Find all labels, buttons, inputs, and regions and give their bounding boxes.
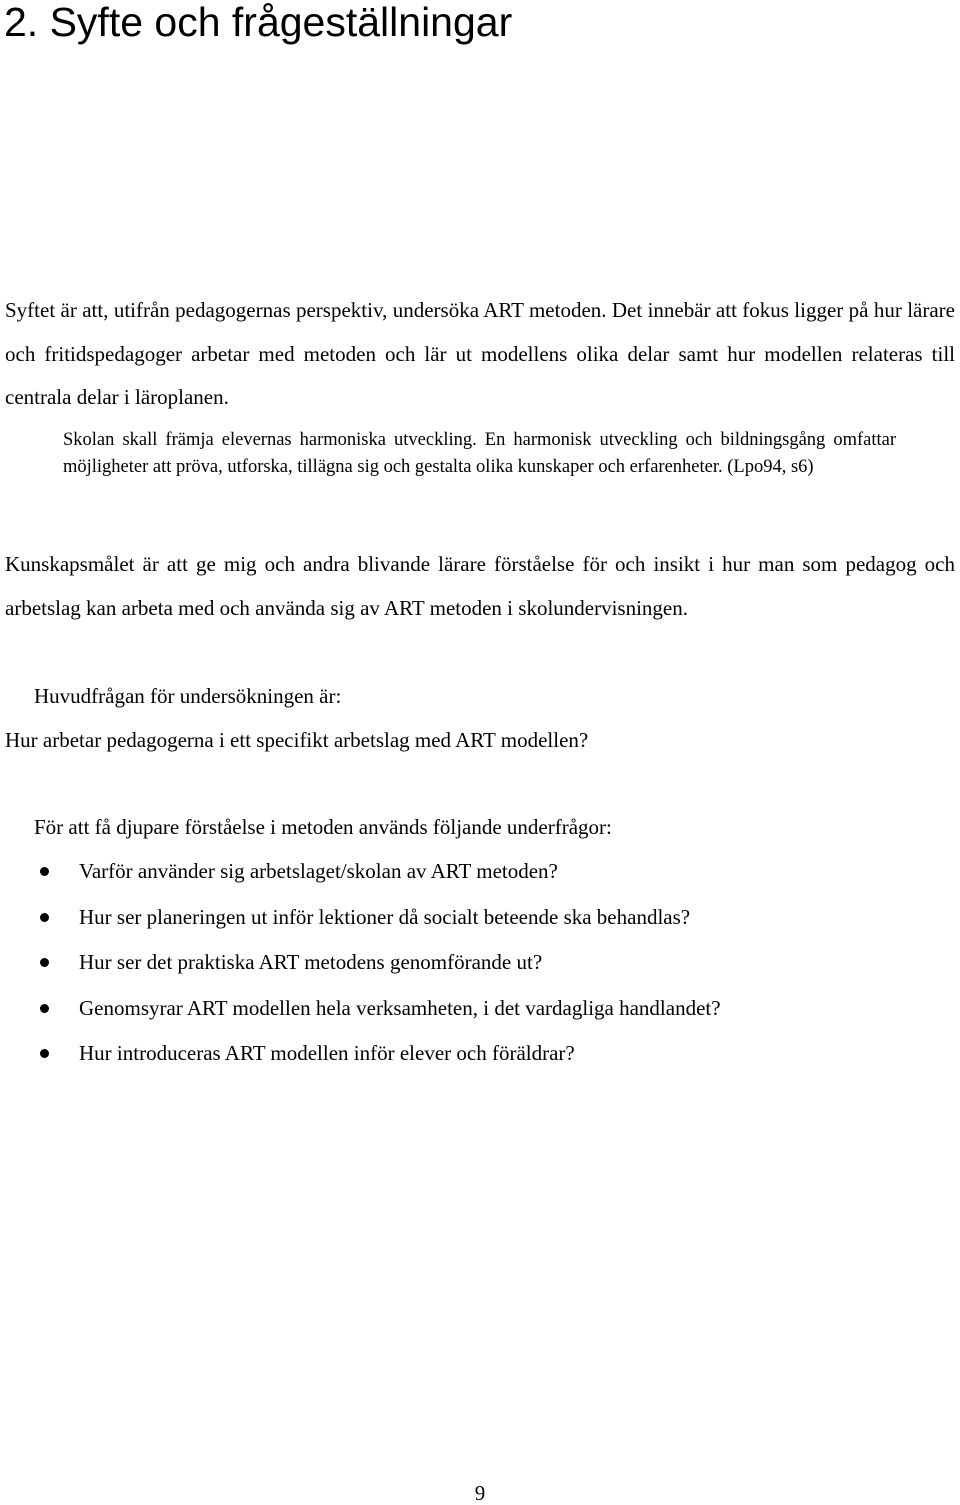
sub-question-text: Hur introduceras ART modellen inför elever och föräldrar?: [79, 1041, 575, 1065]
curriculum-quote: Skolan skall främja elevernas harmoniska utveckling. En harmonisk utveckling och bildningsgång omfattar möjligheter att pröva, utforska, tillägna sig och gestalta olika kunskaper och erfarenheter. (Lpo94, s6): [63, 430, 896, 477]
bullet-icon: [40, 958, 49, 967]
sub-question-text: Hur ser det praktiska ART metodens genomförande ut?: [79, 950, 543, 974]
bullet-icon: [40, 867, 49, 876]
main-question-label: Huvudfrågan för undersökningen är:: [34, 684, 342, 708]
sub-questions-intro: För att få djupare förståelse i metoden används följande underfrågor:: [34, 815, 612, 839]
main-question: Hur arbetar pedagogerna i ett specifikt arbetslag med ART modellen?: [5, 728, 589, 752]
knowledge-goal-paragraph: Kunskapsmålet är att ge mig och andra blivande lärare förståelse för och insikt i hur man som pedagog och arbetslag kan arbeta med och använda sig av ART metoden i skolundervisningen.: [5, 552, 955, 620]
page-number: 9: [474, 1481, 486, 1505]
section-heading: 2. Syfte och frågeställningar: [4, 0, 513, 45]
sub-question-text: Genomsyrar ART modellen hela verksamheten, i det vardagliga handlandet?: [79, 995, 721, 1020]
sub-question-text: Varför använder sig arbetslaget/skolan av ART metoden?: [79, 859, 558, 883]
bullet-icon: [40, 913, 49, 922]
bullet-icon: [40, 1049, 49, 1058]
bullet-icon: [40, 1004, 49, 1013]
sub-question-text: Hur ser planeringen ut inför lektioner då socialt beteende ska behandlas?: [79, 904, 691, 929]
purpose-paragraph: Syftet är att, utifrån pedagogernas perspektiv, undersöka ART metoden. Det innebär att fokus ligger på hur lärare och fritidspedagoger arbetar med metoden och lär ut modellens olika delar samt hur modellen relateras till centrala delar i läroplanen.: [5, 298, 955, 409]
